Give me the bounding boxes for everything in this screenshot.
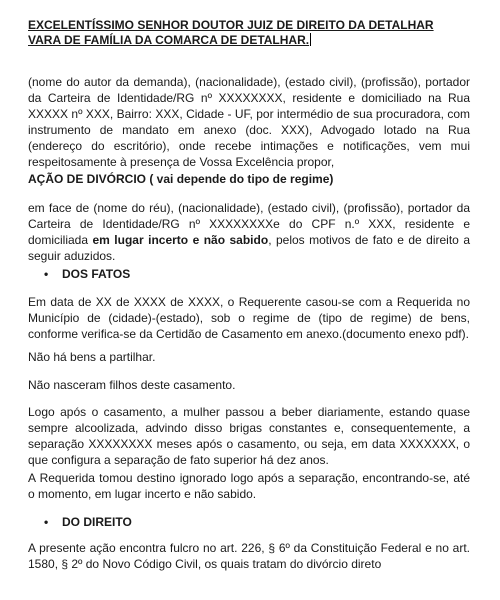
plaintiff-qualification-paragraph: (nome do autor da demanda), (nacionalidade), (estado civil), (profissão), portador da Carteira de Identidade/RG nº XXXXXXXX, residente e domiciliado na Rua XXXXX nº XXX, Bairro: XXX, Cidade - UF, por intermédio de sua procuradora, com instrumento de mandato em anexo (doc. XXX), Advogado lotado na Rua (endereço do escritório), onde recebe intimações e notificações, vem mui respeitosamente à presença de Vossa Excelência propor, (28, 75, 470, 169)
bullet-icon: • (44, 515, 49, 529)
section-heading-facts-label: DOS FATOS (62, 267, 131, 281)
unknown-whereabouts-text: em lugar incerto e não sabido (92, 233, 269, 247)
facts-paragraph-no-children: Não nasceram filhos deste casamento. (28, 378, 236, 392)
action-title: AÇÃO DE DIVÓRCIO ( vai depende do tipo de regime) (28, 172, 334, 186)
defendant-qualification-paragraph (28, 200, 470, 264)
bullet-icon: • (44, 267, 49, 281)
petition-heading (28, 18, 470, 48)
facts-paragraph-marriage: Em data de XX de XXXX de XXXX, o Requerente casou-se com a Requerida no Município de (cidade)-(estado), sob o regime de (tipo de regime) de bens, conforme verifica-se da Certidão de Casamento em anexo.(documento enexo pdf). (28, 295, 470, 341)
law-paragraph: A presente ação encontra fulcro no art. 226, § 6º da Constituição Federal e no art. 1580, § 2º do Novo Código Civil, os quais tratam do divórcio direto (28, 541, 470, 571)
facts-paragraph-whereabouts: A Requerida tomou destino ignorado logo após a separação, encontrando-se, até o momento, em lugar incerto e não sabido. (28, 471, 470, 501)
section-heading-law-label: DO DIREITO (62, 515, 132, 529)
section-heading-facts (28, 266, 470, 282)
facts-paragraph-separation: Logo após o casamento, a mulher passou a beber diariamente, estando quase sempre alcoolizada, advindo disso brigas constantes e, consequentemente, a separação XXXXXXXX meses após o casamento, ou seja, em data XXXXXXX, o que configura a separação de fato superior há dez anos. (28, 405, 470, 467)
petition-heading-text: EXCELENTÍSSIMO SENHOR DOUTOR JUIZ DE DIREITO DA DETALHAR VARA DE FAMÍLIA DA COMARCA DE DETALHAR. (28, 18, 434, 47)
defendant-text-start: em face de (nome do réu), (nacionalidade), (estado civil), (profissão), portador da Carteira de Identidade/RG nº XXXXXXXXe do CPF n.º XXX, residente e domiciliada (28, 201, 470, 247)
text-cursor (310, 33, 311, 46)
section-heading-law (28, 514, 470, 530)
facts-paragraph-no-assets: Não há bens a partilhar. (28, 350, 156, 364)
defendant-text-end: , pelos motivos de fato e de direito a seguir aduzidos. (28, 233, 470, 263)
